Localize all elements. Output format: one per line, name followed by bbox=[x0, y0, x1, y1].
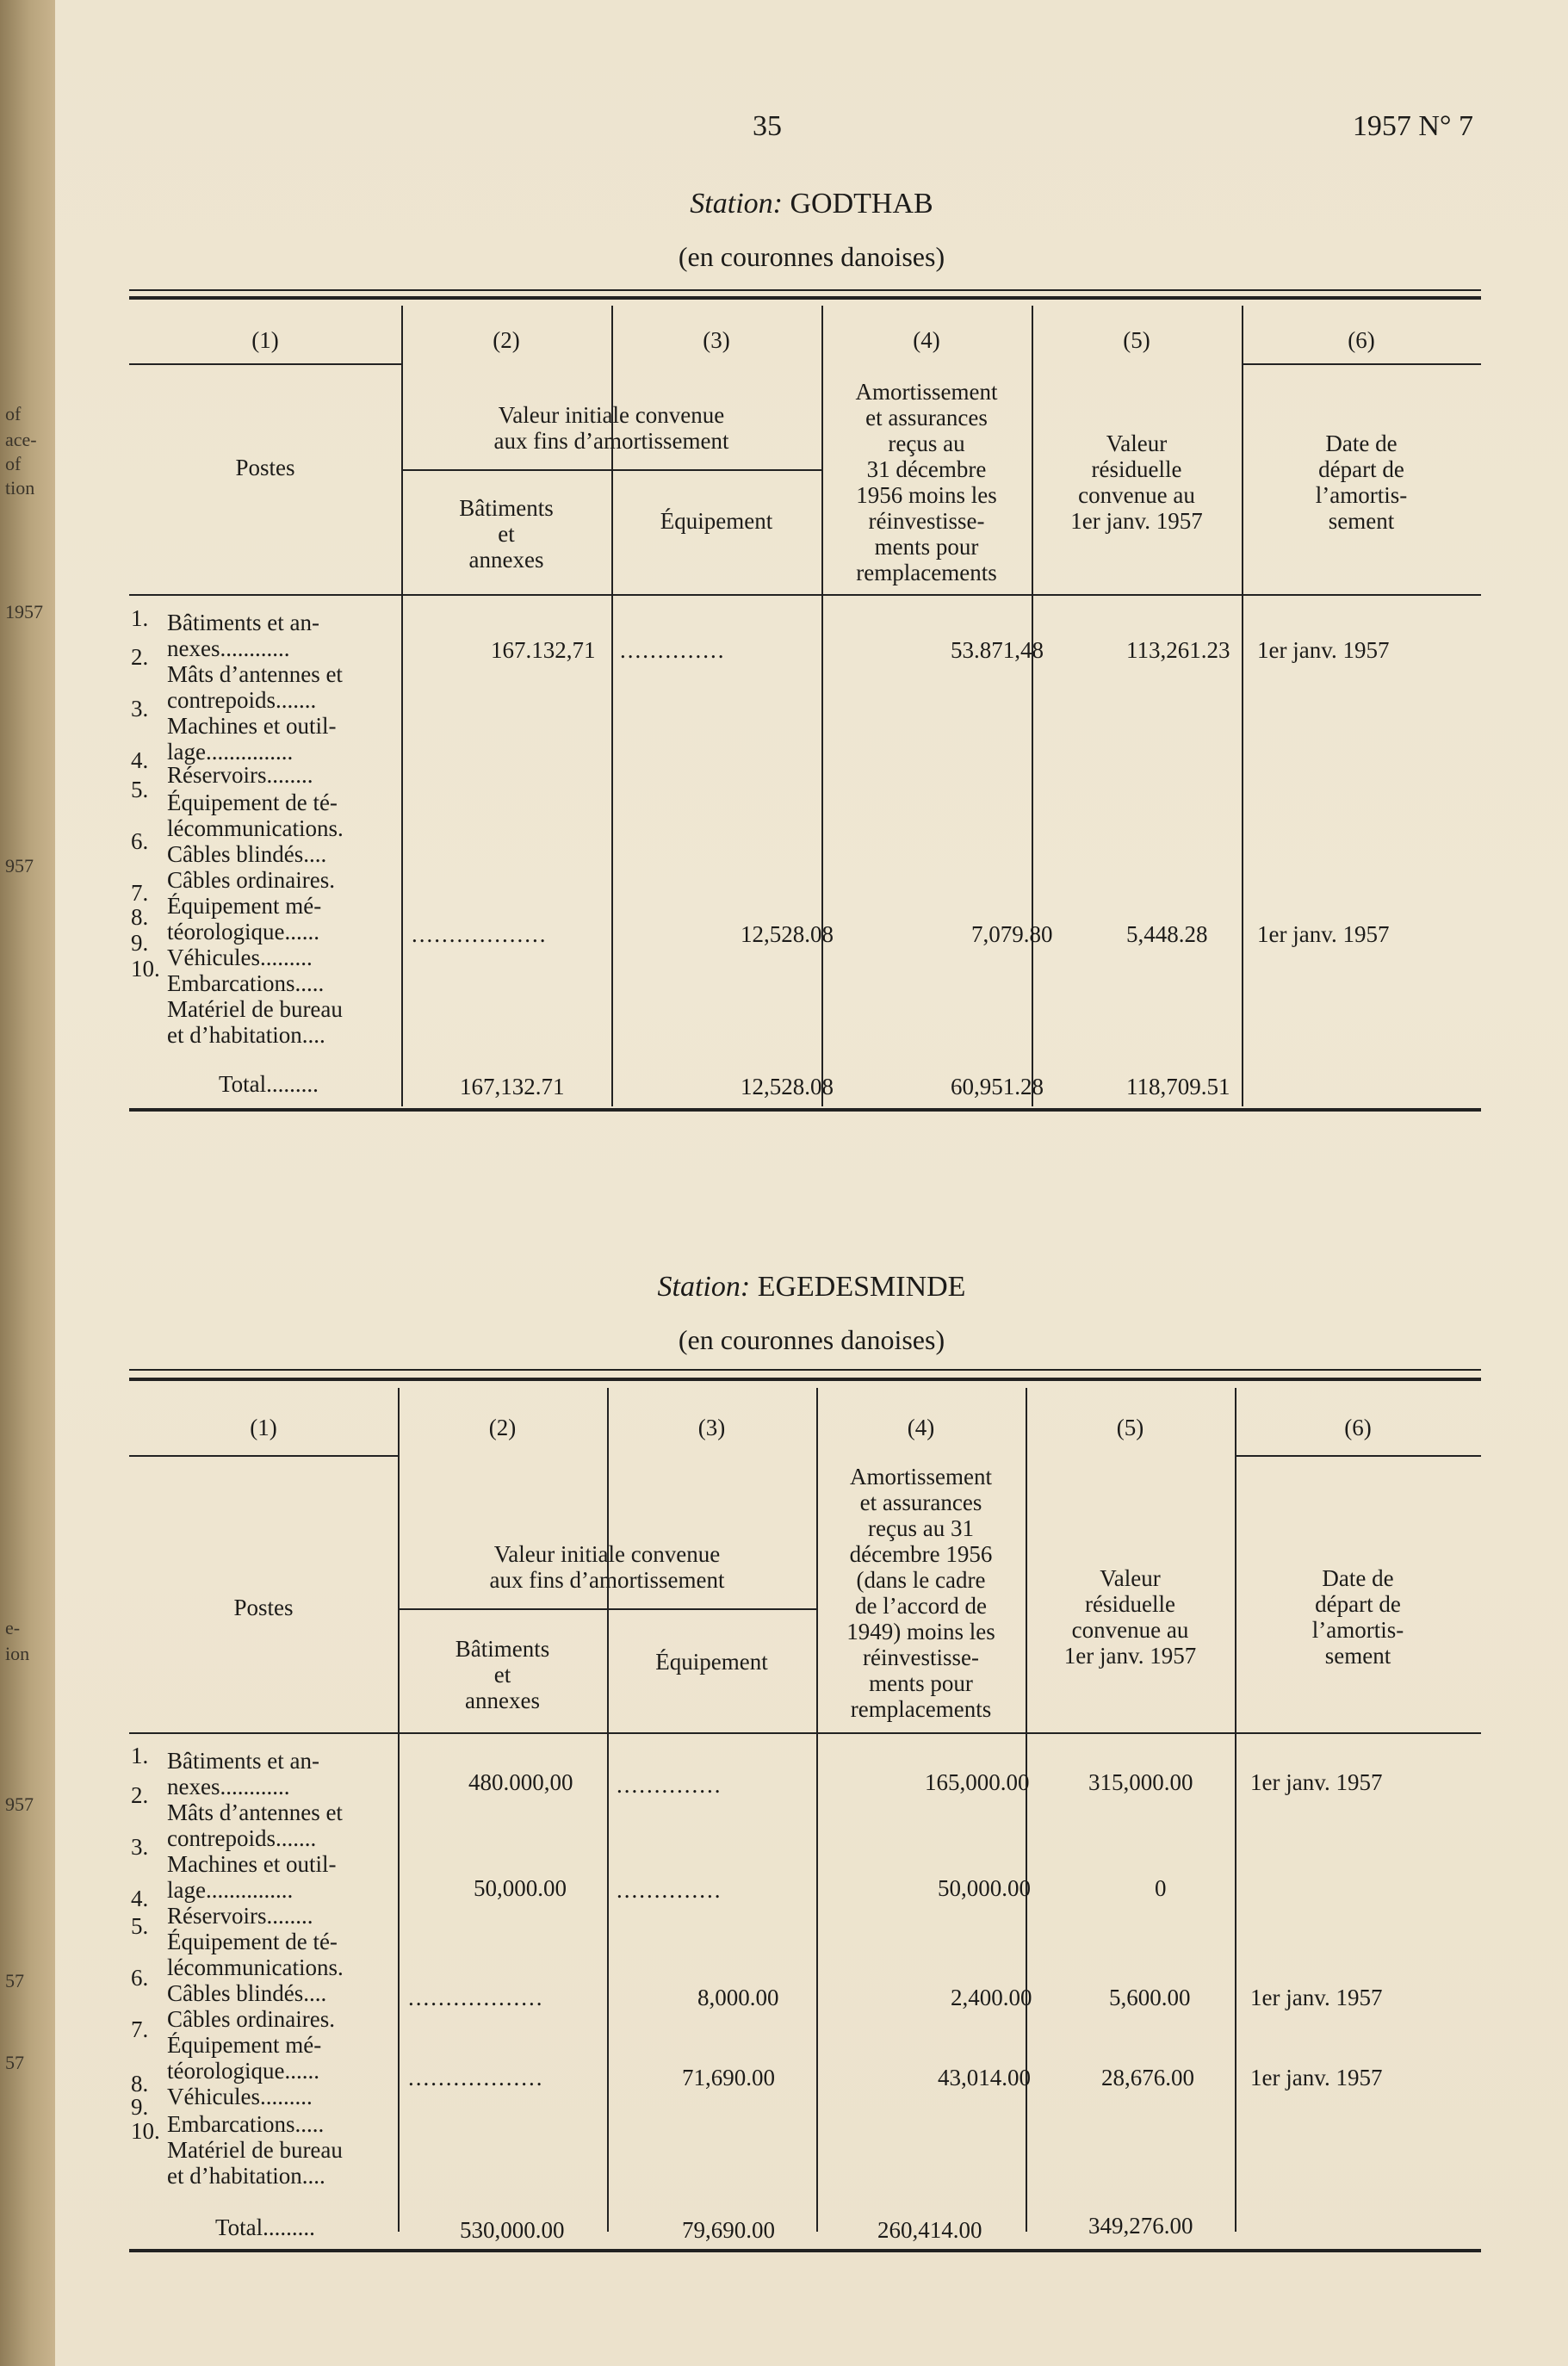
column-number: (6) bbox=[1348, 327, 1375, 353]
table-cell: .............. bbox=[617, 1772, 722, 1798]
total-cell: 530,000.00 bbox=[460, 2217, 565, 2243]
document-page: 35 1957 N° 7 Station: GODTHAB (en couronnes danoises) (1) (2) (3) (4) (5) (6) Postes Valeur initiale convenue aux fins d’amortissement Bâtiments et annexes Équipement Amortissement et assurances reçus au 31 décembre 1956 moins les réinvestisse- ments pour remplacements Valeur résiduelle convenue au 1er janv. 1957 Date de départ de l’amortis- sement 1. Bâtiments et an- nexes............ 2. Mâts d’antennes et contrepoids....... 3. Machines et outil- lage............... 4. Réservoirs........ 5. Équipement de té- lécommunications. 6. Câbles blindés.... Câbles ordinaires. 7. 8. Équipement mé- téorologique...... 9. Véhicules......... 10. Embarcations..... Matériel de bureau et d’habitation.... 167.132,71 .............. 53.871,48 113,261.23 1er janv. 1957 .................. 12,528.08 7,079.80 5,448.28 1er janv. 1957 Total......... 167,132.71 12,528.08 60,951.28 118,709.51 Station: EGEDESMINDE (en couronnes danoises) (1) (2) (3) (4) (5) (6) Postes Valeur initiale convenue aux fins d’amortissement Bâtiments et annexes Équipement Amortissement et assurances reçus au 31 décembre 1956 (dans le cadre de l’accord de 1949) moins les réinvestisse- ments pour remplacements Valeur résiduelle convenue au 1er janv. 1957 Date de départ de l’amortis- sement 1. Bâtiments et an- nexes............ 2. Mâts d’antennes et contrepoids....... 3. Machines et outil- lage............... 4. Réservoirs........ 5. Équipement de té- lécommunications. 6. Câbles blindés.... Câbles ordinaires. 7. 8. Équipement mé- téorologique...... 9. Véhicules......... 10. Embarcations..... Matériel de bureau et d’habitation.... 480.000,00 .............. 165,000.00 315,000.00 1er janv. 1957 50,000.00 .............. 50,000.00 0 .................. 8,000.00 2,400.00 5,600.00 1er janv. 1957 .................. 71,690.00 43,014.00 28,676.00 1er janv. 1957 Total......... 530,000.00 79,690.00 260,414.00 349,276.00 bbox=[55, 0, 1568, 2366]
table-cell: 0 bbox=[1155, 1875, 1167, 1901]
header-amortissement: Amortissement et assurances reçus au 31 décembre 1956 (dans le cadre de l’accord de 1949) moins les réinvestisse- ments pour remplacements bbox=[846, 1464, 995, 1722]
bottom-rule bbox=[129, 2249, 1481, 2252]
margin-fragment: ace- bbox=[5, 429, 37, 450]
table-cell: .............. bbox=[620, 637, 726, 663]
total-cell: 167,132.71 bbox=[460, 1074, 565, 1099]
margin-fragment: 57 bbox=[5, 1970, 24, 1991]
margin-fragment: of bbox=[5, 403, 22, 424]
table-cell: .................. bbox=[408, 1985, 544, 2010]
column-number: (2) bbox=[488, 1415, 517, 1440]
station-name: EGEDESMINDE bbox=[757, 1271, 966, 1303]
list-item: Véhicules......... bbox=[167, 945, 313, 970]
table-cell: 43,014.00 bbox=[938, 2065, 1031, 2090]
page-number: 35 bbox=[753, 110, 782, 142]
header-valeur-initiale: Valeur initiale convenue aux fins d’amortissement bbox=[493, 402, 729, 454]
top-rule bbox=[129, 1369, 1481, 1371]
list-item: Machines et outil- lage............... bbox=[167, 713, 337, 765]
header-postes: Postes bbox=[233, 1595, 294, 1620]
station-title bbox=[55, 1271, 1568, 1304]
list-item: Mâts d’antennes et contrepoids....... bbox=[167, 1799, 343, 1851]
top-rule-double bbox=[129, 1378, 1481, 1381]
list-item: Câbles ordinaires. bbox=[167, 2006, 335, 2032]
table-cell: 8,000.00 bbox=[697, 1985, 779, 2010]
total-label: Total......... bbox=[219, 1071, 319, 1097]
margin-fragment: 57 bbox=[5, 2052, 24, 2073]
previous-page-edge bbox=[0, 0, 55, 2366]
list-item: Bâtiments et an- nexes............ bbox=[167, 1748, 319, 1799]
station-name: GODTHAB bbox=[790, 188, 933, 220]
table-cell: 315,000.00 bbox=[1088, 1769, 1193, 1795]
column-number: (5) bbox=[1123, 327, 1150, 353]
list-item: Mâts d’antennes et contrepoids....... bbox=[167, 661, 343, 713]
header-valeur-residuelle: Valeur résiduelle convenue au 1er janv. 1957 bbox=[1063, 1565, 1197, 1669]
header-valeur-initiale: Valeur initiale convenue aux fins d’amortissement bbox=[489, 1541, 725, 1593]
station-label: Station: bbox=[690, 188, 783, 220]
list-item: Équipement de té- lécommunications. bbox=[167, 790, 344, 841]
header-date-depart: Date de départ de l’amortis- sement bbox=[1315, 430, 1408, 534]
margin-fragment: of bbox=[5, 453, 22, 474]
list-item: Équipement mé- téorologique...... bbox=[167, 2032, 322, 2084]
total-cell: 118,709.51 bbox=[1126, 1074, 1230, 1099]
table-cell: 50,000.00 bbox=[474, 1875, 567, 1901]
table-cell: 2,400.00 bbox=[951, 1985, 1032, 2010]
station-title bbox=[55, 188, 1568, 220]
table-cell: 50,000.00 bbox=[938, 1875, 1031, 1901]
margin-fragment: ion bbox=[5, 1643, 30, 1664]
table-cell: 165,000.00 bbox=[925, 1769, 1030, 1795]
table-cell: 113,261.23 bbox=[1126, 637, 1230, 663]
column-number: (3) bbox=[697, 1415, 726, 1440]
list-item: Matériel de bureau et d’habitation.... bbox=[167, 2137, 343, 2189]
top-rule bbox=[129, 289, 1481, 291]
column-number: (4) bbox=[907, 1415, 935, 1440]
column-number: (1) bbox=[250, 1415, 277, 1440]
table-cell: 12,528.08 bbox=[741, 921, 834, 947]
total-cell: 260,414.00 bbox=[877, 2217, 982, 2243]
list-item: Équipement de té- lécommunications. bbox=[167, 1929, 344, 1980]
list-item: Réservoirs........ bbox=[167, 762, 313, 788]
list-item: Véhicules......... bbox=[167, 2084, 313, 2109]
list-item: Câbles blindés.... bbox=[167, 841, 327, 867]
bottom-rule bbox=[129, 1108, 1481, 1112]
header-amortissement: Amortissement et assurances reçus au 31 décembre 1956 moins les réinvestisse- ments pour remplacements bbox=[855, 379, 998, 585]
total-cell: 349,276.00 bbox=[1088, 2213, 1193, 2239]
table-cell: 1er janv. 1957 bbox=[1257, 637, 1390, 663]
margin-fragment: 1957 bbox=[5, 601, 43, 622]
table-cell: 1er janv. 1957 bbox=[1250, 1985, 1383, 2010]
issue-number: 1957 N° 7 bbox=[1352, 110, 1473, 142]
header-batiments: Bâtiments et annexes bbox=[455, 1636, 550, 1713]
header-postes: Postes bbox=[235, 455, 295, 480]
top-rule-double bbox=[129, 296, 1481, 300]
header-equipement: Équipement bbox=[660, 508, 773, 534]
margin-fragment: 957 bbox=[5, 855, 34, 876]
list-item: Câbles ordinaires. bbox=[167, 867, 335, 893]
column-number: (4) bbox=[913, 327, 940, 353]
header-equipement: Équipement bbox=[655, 1649, 768, 1675]
list-item: Machines et outil- lage............... bbox=[167, 1851, 337, 1903]
list-item: Matériel de bureau et d’habitation.... bbox=[167, 996, 343, 1048]
table-cell: 480.000,00 bbox=[468, 1769, 573, 1795]
column-number: (1) bbox=[251, 327, 279, 353]
header-valeur-residuelle: Valeur résiduelle convenue au 1er janv. 1957 bbox=[1070, 430, 1203, 534]
currency-subtitle: (en couronnes danoises) bbox=[678, 241, 945, 272]
table-cell: 53.871,48 bbox=[951, 637, 1044, 663]
table-cell: 1er janv. 1957 bbox=[1257, 921, 1390, 947]
list-item: Bâtiments et an- nexes............ bbox=[167, 610, 319, 661]
column-number: (6) bbox=[1344, 1415, 1372, 1440]
total-cell: 60,951.28 bbox=[951, 1074, 1044, 1099]
column-number: (5) bbox=[1116, 1415, 1144, 1440]
table-cell: .............. bbox=[617, 1877, 722, 1903]
table-cell: .................. bbox=[408, 2065, 544, 2090]
table-cell: 5,600.00 bbox=[1109, 1985, 1191, 2010]
margin-fragment: tion bbox=[5, 477, 35, 499]
total-cell: 79,690.00 bbox=[682, 2217, 775, 2243]
list-item: Réservoirs........ bbox=[167, 1903, 313, 1929]
table-cell: 1er janv. 1957 bbox=[1250, 1769, 1383, 1795]
list-item: Câbles blindés.... bbox=[167, 1980, 327, 2006]
margin-fragment: e- bbox=[5, 1617, 21, 1638]
table-cell: 5,448.28 bbox=[1126, 921, 1208, 947]
list-item: Embarcations..... bbox=[167, 970, 325, 996]
margin-fragment: 957 bbox=[5, 1793, 34, 1815]
column-number: (2) bbox=[493, 327, 520, 353]
currency-subtitle: (en couronnes danoises) bbox=[678, 1324, 945, 1355]
table-cell: 71,690.00 bbox=[682, 2065, 775, 2090]
table-cell: 167.132,71 bbox=[491, 637, 596, 663]
header-batiments: Bâtiments et annexes bbox=[459, 495, 554, 573]
table-cell: 1er janv. 1957 bbox=[1250, 2065, 1383, 2090]
total-label: Total......... bbox=[215, 2214, 315, 2240]
station-label: Station: bbox=[657, 1271, 751, 1303]
list-item: Équipement mé- téorologique...... bbox=[167, 893, 322, 945]
list-item: Embarcations..... bbox=[167, 2111, 325, 2137]
total-cell: 12,528.08 bbox=[741, 1074, 834, 1099]
table-cell: .................. bbox=[412, 921, 548, 947]
column-number: (3) bbox=[703, 327, 730, 353]
header-date-depart: Date de départ de l’amortis- sement bbox=[1311, 1565, 1404, 1669]
table-cell: 28,676.00 bbox=[1101, 2065, 1194, 2090]
table-cell: 7,079.80 bbox=[971, 921, 1053, 947]
